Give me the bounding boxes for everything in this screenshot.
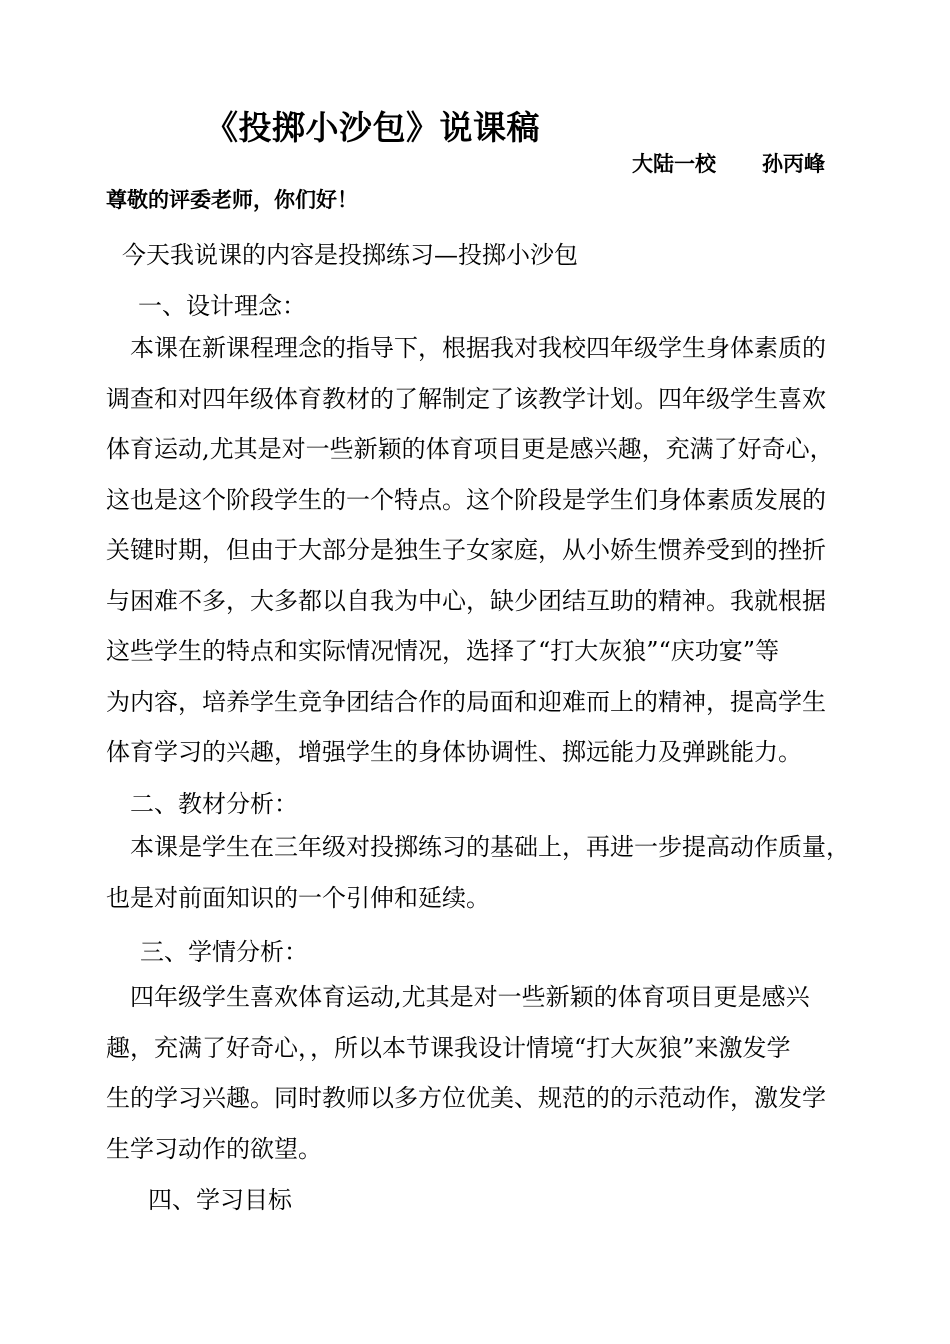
paragraph-line: 为内容，培养学生竞争团结合作的局面和迎难而上的精神，提高学生 — [106, 687, 826, 716]
author-name: 孙丙峰 — [762, 151, 825, 176]
paragraph-materials — [106, 822, 866, 923]
paragraph-line: 也是对前面知识的一个引伸和延续。 — [106, 883, 490, 912]
section-heading-goals: 四、学习目标 — [148, 1186, 292, 1214]
paragraph-line: 生学习动作的欲望。 — [106, 1134, 322, 1163]
paragraph-line: 关键时期，但由于大部分是独生子女家庭，从小娇生惯养受到的挫折 — [106, 536, 826, 564]
greeting: 尊敬的评委老师，你们好！ — [106, 187, 358, 212]
school-name: 大陆一校 — [632, 151, 716, 176]
paragraph-line: 体育运动,尤其是对一些新颖的体育项目更是感兴趣，充满了好奇心， — [106, 435, 834, 463]
paragraph-line: 本课在新课程理念的指导下，根据我对我校四年级学生身体素质的 — [130, 334, 826, 362]
paragraph-line: 体育学习的兴趣，增强学生的身体协调性、掷远能力及弹跳能力。 — [106, 738, 802, 766]
paragraph-students — [106, 972, 866, 1174]
paragraph-line: 这也是这个阶段学生的一个特点。这个阶段是学生们身体素质发展的 — [106, 485, 826, 514]
paragraph-line: 这些学生的特点和实际情况情况，选择了“打大灰狼”“庆功宴”等 — [106, 637, 780, 665]
paragraph-line: 生的学习兴趣。同时教师以多方位优美、规范的的示范动作，激发学 — [106, 1084, 826, 1112]
paragraph-line: 与困难不多，大多都以自我为中心，缺少团结互助的精神。我就根据 — [106, 586, 826, 615]
paragraph-line: 本课是学生在三年级对投掷练习的基础上，再进一步提高动作质量， — [130, 833, 850, 861]
intro-line: 今天我说课的内容是投掷练习—投掷小沙包 — [122, 241, 578, 269]
section-heading-materials: 二、教材分析： — [130, 790, 298, 818]
paragraph-line: 四年级学生喜欢体育运动,尤其是对一些新颖的体育项目更是感兴 — [130, 983, 810, 1011]
paragraph-line: 趣，充满了好奇心，，所以本节课我设计情境“打大灰狼”来激发学 — [106, 1033, 791, 1062]
paragraph-line: 调查和对四年级体育教材的了解制定了该教学计划。四年级学生喜欢 — [106, 384, 826, 413]
section-heading-design: 一、设计理念： — [138, 292, 306, 320]
paragraph-design — [106, 323, 866, 778]
document-title: 《投掷小沙包》说课稿 — [205, 108, 540, 147]
section-heading-students: 三、学情分析： — [140, 938, 308, 966]
author-line — [632, 148, 825, 178]
